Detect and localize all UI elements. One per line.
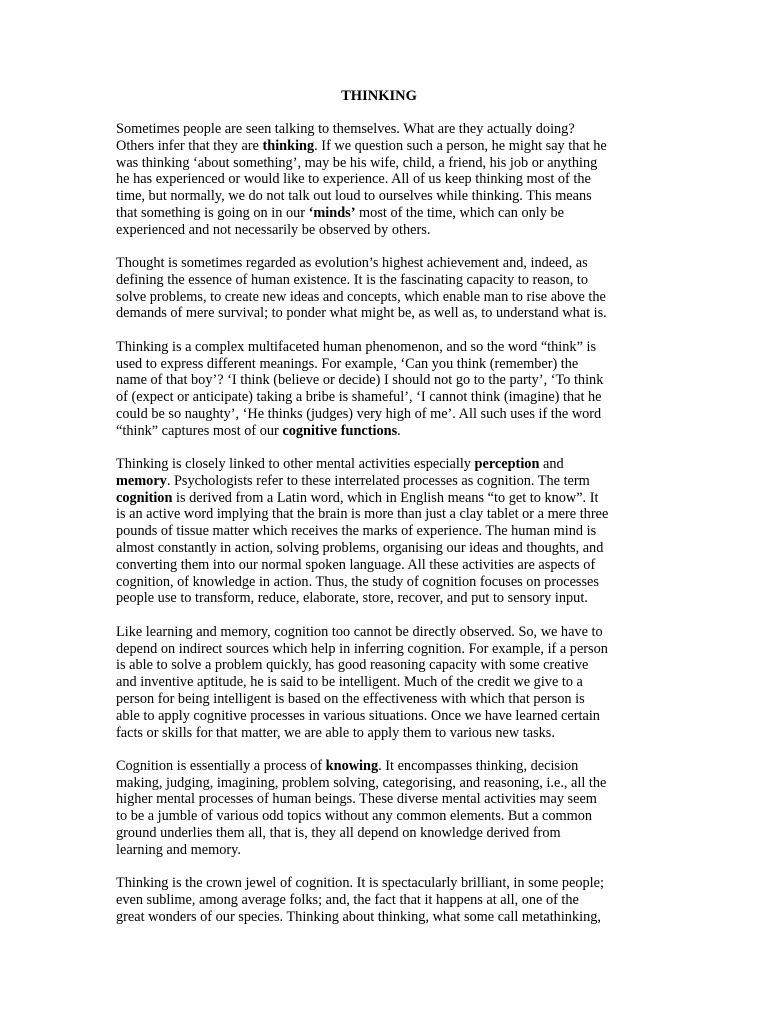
text-line <box>116 456 648 473</box>
bold-term: memory <box>116 472 167 489</box>
text-run: used to express different meanings. For example, ‘Can you think (remember) the <box>116 355 579 372</box>
text-line <box>116 574 648 591</box>
text-line <box>116 909 648 926</box>
paragraph <box>116 456 648 607</box>
paragraph <box>116 758 648 859</box>
text-run: is an active word implying that the brain is more than just a clay tablet or a mere three <box>116 506 609 523</box>
text-line <box>116 222 648 239</box>
text-run: . If we question such a person, he might say that he <box>314 137 607 154</box>
text-run: person for being intelligent is based on the effectiveness with which that person is <box>116 690 585 707</box>
text-run: pounds of tissue matter which receives the marks of experience. The human mind is <box>116 523 597 540</box>
bold-term: knowing <box>325 757 379 774</box>
text-line <box>116 540 648 557</box>
text-run: that something is going on in our <box>116 204 309 221</box>
text-line <box>116 255 648 272</box>
text-run: Thinking is a complex multifaceted human phenomenon, and so the word “think” is <box>116 338 597 355</box>
text-run: solve problems, to create new ideas and concepts, which enable man to rise above the <box>116 288 606 305</box>
text-run: could be so naughty’, ‘He thinks (judges) very high of me’. All such uses if the word <box>116 405 602 422</box>
text-run: learning and memory. <box>116 841 241 858</box>
text-run: depend on indirect sources which help in inferring cognition. For example, if a person <box>116 640 608 657</box>
text-line <box>116 725 648 742</box>
text-line <box>116 523 648 540</box>
text-line <box>116 205 648 222</box>
text-run: people use to transform, reduce, elaborate, store, recover, and put to sensory input. <box>116 590 588 607</box>
text-line <box>116 557 648 574</box>
text-run: Sometimes people are seen talking to themselves. What are they actually doing? <box>116 121 575 137</box>
text-line <box>116 372 648 389</box>
text-line <box>116 138 648 155</box>
text-run: Cognition is essentially a process of <box>116 757 326 774</box>
text-line <box>116 305 648 322</box>
text-line <box>116 758 648 775</box>
text-line <box>116 875 648 892</box>
text-run: Others infer that they are <box>116 137 263 154</box>
text-run: Thinking is closely linked to other mental activities especially <box>116 456 475 473</box>
text-line <box>116 825 648 842</box>
text-run: ground underlies them all, that is, they all depend on knowledge derived from <box>116 824 561 841</box>
text-run: “think” captures most of our <box>116 422 283 439</box>
text-line <box>116 708 648 725</box>
paragraph <box>116 624 648 742</box>
bold-term: ‘minds’ <box>308 204 356 221</box>
text-line <box>116 171 648 188</box>
text-line <box>116 657 648 674</box>
text-run: was thinking ‘about something’, may be his wife, child, a friend, his job or anything <box>116 154 598 171</box>
bold-term: cognitive functions <box>282 422 398 439</box>
text-line <box>116 289 648 306</box>
text-run: of (expect or anticipate) taking a bribe is shameful’, ‘I cannot think (imagine) that he <box>116 389 602 406</box>
document-title: THINKING <box>341 88 417 104</box>
text-line <box>116 406 648 423</box>
text-run: great wonders of our species. Thinking about thinking, what some call metathinking, <box>116 908 601 925</box>
text-line <box>116 892 648 909</box>
text-run: is derived from a Latin word, which in English means “to get to know”. It <box>172 489 599 506</box>
text-run: almost constantly in action, solving problems, organising our ideas and thoughts, and <box>116 540 604 557</box>
text-line <box>116 490 648 507</box>
text-run: defining the essence of human existence. It is the fascinating capacity to reason, to <box>116 271 589 288</box>
text-run: to be a jumble of various odd topics without any common elements. But a common <box>116 808 593 825</box>
text-line <box>116 641 648 658</box>
paragraph <box>116 255 648 322</box>
text-run: time, but normally, we do not talk out loud to ourselves while thinking. This means <box>116 188 592 205</box>
text-run: making, judging, imagining, problem solving, categorising, and reasoning, i.e., all the <box>116 774 607 791</box>
text-line <box>116 389 648 406</box>
text-run: name of that boy’? ‘I think (believe or decide) I should not go to the party’, ‘To think <box>116 372 604 389</box>
text-run: facts or skills for that matter, we are able to apply them to various new tasks. <box>116 724 555 741</box>
text-run: and <box>539 456 564 473</box>
paragraph <box>116 339 648 440</box>
text-line <box>116 423 648 440</box>
text-run: he has experienced or would like to experience. All of us keep thinking most of the <box>116 171 591 188</box>
text-line <box>116 473 648 490</box>
text-run: Like learning and memory, cognition too cannot be directly observed. So, we have to <box>116 623 603 640</box>
text-run: able to apply cognitive processes in various situations. Once we have learned certain <box>116 707 600 724</box>
text-run: Thinking is the crown jewel of cognition. It is spectacularly brilliant, in some people; <box>116 875 604 892</box>
text-run: experienced and not necessarily be observed by others. <box>116 221 431 238</box>
text-line <box>116 808 648 825</box>
text-run: is able to solve a problem quickly, has good reasoning capacity with some creative <box>116 657 589 674</box>
text-run: higher mental processes of human beings. These diverse mental activities may seem <box>116 791 597 808</box>
text-line <box>116 356 648 373</box>
text-line <box>116 155 648 172</box>
text-run: . <box>397 422 401 439</box>
text-line <box>116 791 648 808</box>
text-line <box>116 674 648 691</box>
text-run: . Psychologists refer to these interrelated processes as cognition. The term <box>166 472 590 489</box>
text-line <box>116 775 648 792</box>
document-body <box>116 121 648 925</box>
text-run: Thought is sometimes regarded as evolution’s highest achievement and, indeed, as <box>116 255 588 272</box>
text-line <box>116 506 648 523</box>
text-run: . It encompasses thinking, decision <box>378 757 579 774</box>
bold-term: thinking <box>262 137 315 154</box>
text-line <box>116 272 648 289</box>
text-run: even sublime, among average folks; and, the fact that it happens at all, one of the <box>116 891 579 908</box>
text-run: converting them into our normal spoken language. All these activities are aspects of <box>116 556 596 573</box>
text-run: cognition, of knowledge in action. Thus, the study of cognition focuses on processes <box>116 573 599 590</box>
text-line <box>116 624 648 641</box>
text-line <box>116 188 648 205</box>
bold-term: perception <box>474 456 540 473</box>
text-run: and inventive aptitude, he is said to be intelligent. Much of the credit we give to a <box>116 674 583 691</box>
paragraph <box>116 875 648 925</box>
text-run: most of the time, which can only be <box>355 204 564 221</box>
document-page <box>116 88 648 942</box>
bold-term: cognition <box>116 489 173 506</box>
text-line <box>116 842 648 859</box>
paragraph <box>116 121 648 239</box>
text-line <box>116 339 648 356</box>
text-line <box>116 590 648 607</box>
text-line <box>116 121 648 138</box>
text-run: demands of mere survival; to ponder what might be, as well as, to understand what is. <box>116 305 607 322</box>
text-line <box>116 691 648 708</box>
